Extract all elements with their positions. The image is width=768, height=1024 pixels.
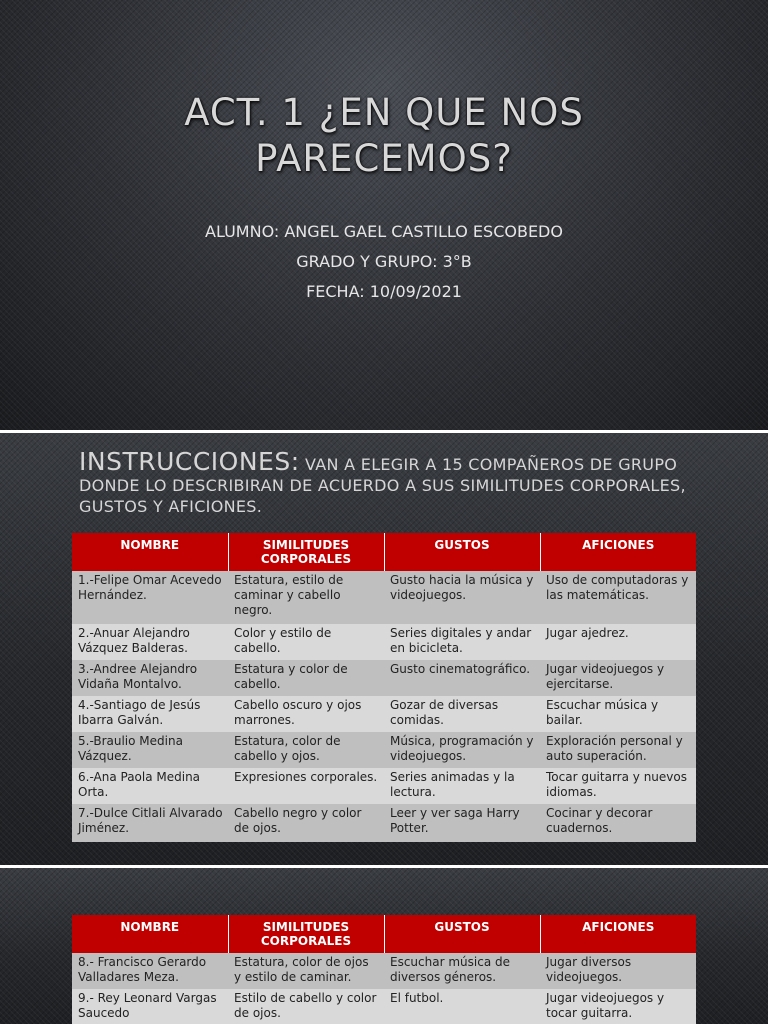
cell-gustos: Leer y ver saga Harry Potter. [384,804,540,842]
date: FECHA: 10/09/2021 [306,282,462,301]
cell-nombre: 8.- Francisco Gerardo Valladares Meza. [72,953,228,989]
header-gustos: GUSTOS [384,533,540,571]
cell-gustos: Series animadas y la lectura. [384,768,540,804]
table-slide-2 [0,868,768,1024]
cell-gustos: Gozar de diversas comidas. [384,696,540,732]
cell-similitudes: Cabello negro y color de ojos. [228,804,384,842]
students-table-2 [72,915,696,1024]
cell-similitudes: Estilo de cabello y color de ojos. [228,989,384,1024]
cell-gustos: El futbol. [384,989,540,1024]
table-row [72,804,696,842]
grade-group: GRADO Y GRUPO: 3°B [296,252,472,271]
cell-similitudes: Estatura, color de cabello y ojos. [228,732,384,768]
cell-nombre: 1.-Felipe Omar Acevedo Hernández. [72,571,228,624]
cell-gustos: Gusto hacia la música y videojuegos. [384,571,540,624]
student-name: ALUMNO: ANGEL GAEL CASTILLO ESCOBEDO [205,222,563,241]
instructions-lead: INSTRUCCIONES: [79,447,300,476]
cell-nombre: 7.-Dulce Citlali Alvarado Jiménez. [72,804,228,842]
cell-aficiones: Exploración personal y auto superación. [540,732,696,768]
cell-nombre: 3.-Andree Alejandro Vidaña Montalvo. [72,660,228,696]
table-row [72,732,696,768]
students-table-1 [72,533,696,842]
cell-similitudes: Cabello oscuro y ojos marrones. [228,696,384,732]
cell-aficiones: Tocar guitarra y nuevos idiomas. [540,768,696,804]
table-header-row [72,533,696,571]
table-row [72,953,696,989]
title-line-2: PARECEMOS? [255,137,513,180]
table-slide-1 [0,433,768,865]
cell-aficiones: Escuchar música y bailar. [540,696,696,732]
cell-similitudes: Color y estilo de cabello. [228,624,384,660]
header-similitudes: SIMILITUDES CORPORALES [228,915,384,953]
cell-aficiones: Cocinar y decorar cuadernos. [540,804,696,842]
table-row [72,989,696,1024]
cell-similitudes: Estatura, color de ojos y estilo de caminar. [228,953,384,989]
cell-gustos: Música, programación y videojuegos. [384,732,540,768]
title-slide [0,0,768,430]
cell-similitudes: Expresiones corporales. [228,768,384,804]
table-row [72,768,696,804]
cell-gustos: Series digitales y andar en bicicleta. [384,624,540,660]
cell-similitudes: Estatura, estilo de caminar y cabello negro. [228,571,384,624]
cell-nombre: 5.-Braulio Medina Vázquez. [72,732,228,768]
cell-nombre: 9.- Rey Leonard Vargas Saucedo [72,989,228,1024]
instructions-text: VAN A ELEGIR A 15 COMPAÑEROS DE GRUPO DONDE LO DESCRIBIRAN DE ACUERDO A SUS SIMILITUDES CORPORALES, GUSTOS Y AFICIONES. [79,455,686,516]
header-similitudes: SIMILITUDES CORPORALES [228,533,384,571]
header-nombre: NOMBRE [72,915,228,953]
table-row [72,624,696,660]
cell-aficiones: Uso de computadoras y las matemáticas. [540,571,696,624]
cell-nombre: 6.-Ana Paola Medina Orta. [72,768,228,804]
cell-aficiones: Jugar videojuegos y ejercitarse. [540,660,696,696]
header-nombre: NOMBRE [72,533,228,571]
cell-nombre: 2.-Anuar Alejandro Vázquez Balderas. [72,624,228,660]
cell-gustos: Gusto cinematográfico. [384,660,540,696]
header-aficiones: AFICIONES [540,533,696,571]
cell-aficiones: Jugar videojuegos y tocar guitarra. [540,989,696,1024]
cell-aficiones: Jugar diversos videojuegos. [540,953,696,989]
cell-aficiones: Jugar ajedrez. [540,624,696,660]
header-aficiones: AFICIONES [540,915,696,953]
slide-title [0,90,768,182]
table-header-row [72,915,696,953]
title-line-1: ACT. 1 ¿EN QUE NOS [184,91,584,134]
cell-similitudes: Estatura y color de cabello. [228,660,384,696]
cell-nombre: 4.-Santiago de Jesús Ibarra Galván. [72,696,228,732]
header-gustos: GUSTOS [384,915,540,953]
cell-gustos: Escuchar música de diversos géneros. [384,953,540,989]
table-row [72,696,696,732]
instructions [79,447,719,517]
table-row [72,660,696,696]
table-row [72,571,696,624]
